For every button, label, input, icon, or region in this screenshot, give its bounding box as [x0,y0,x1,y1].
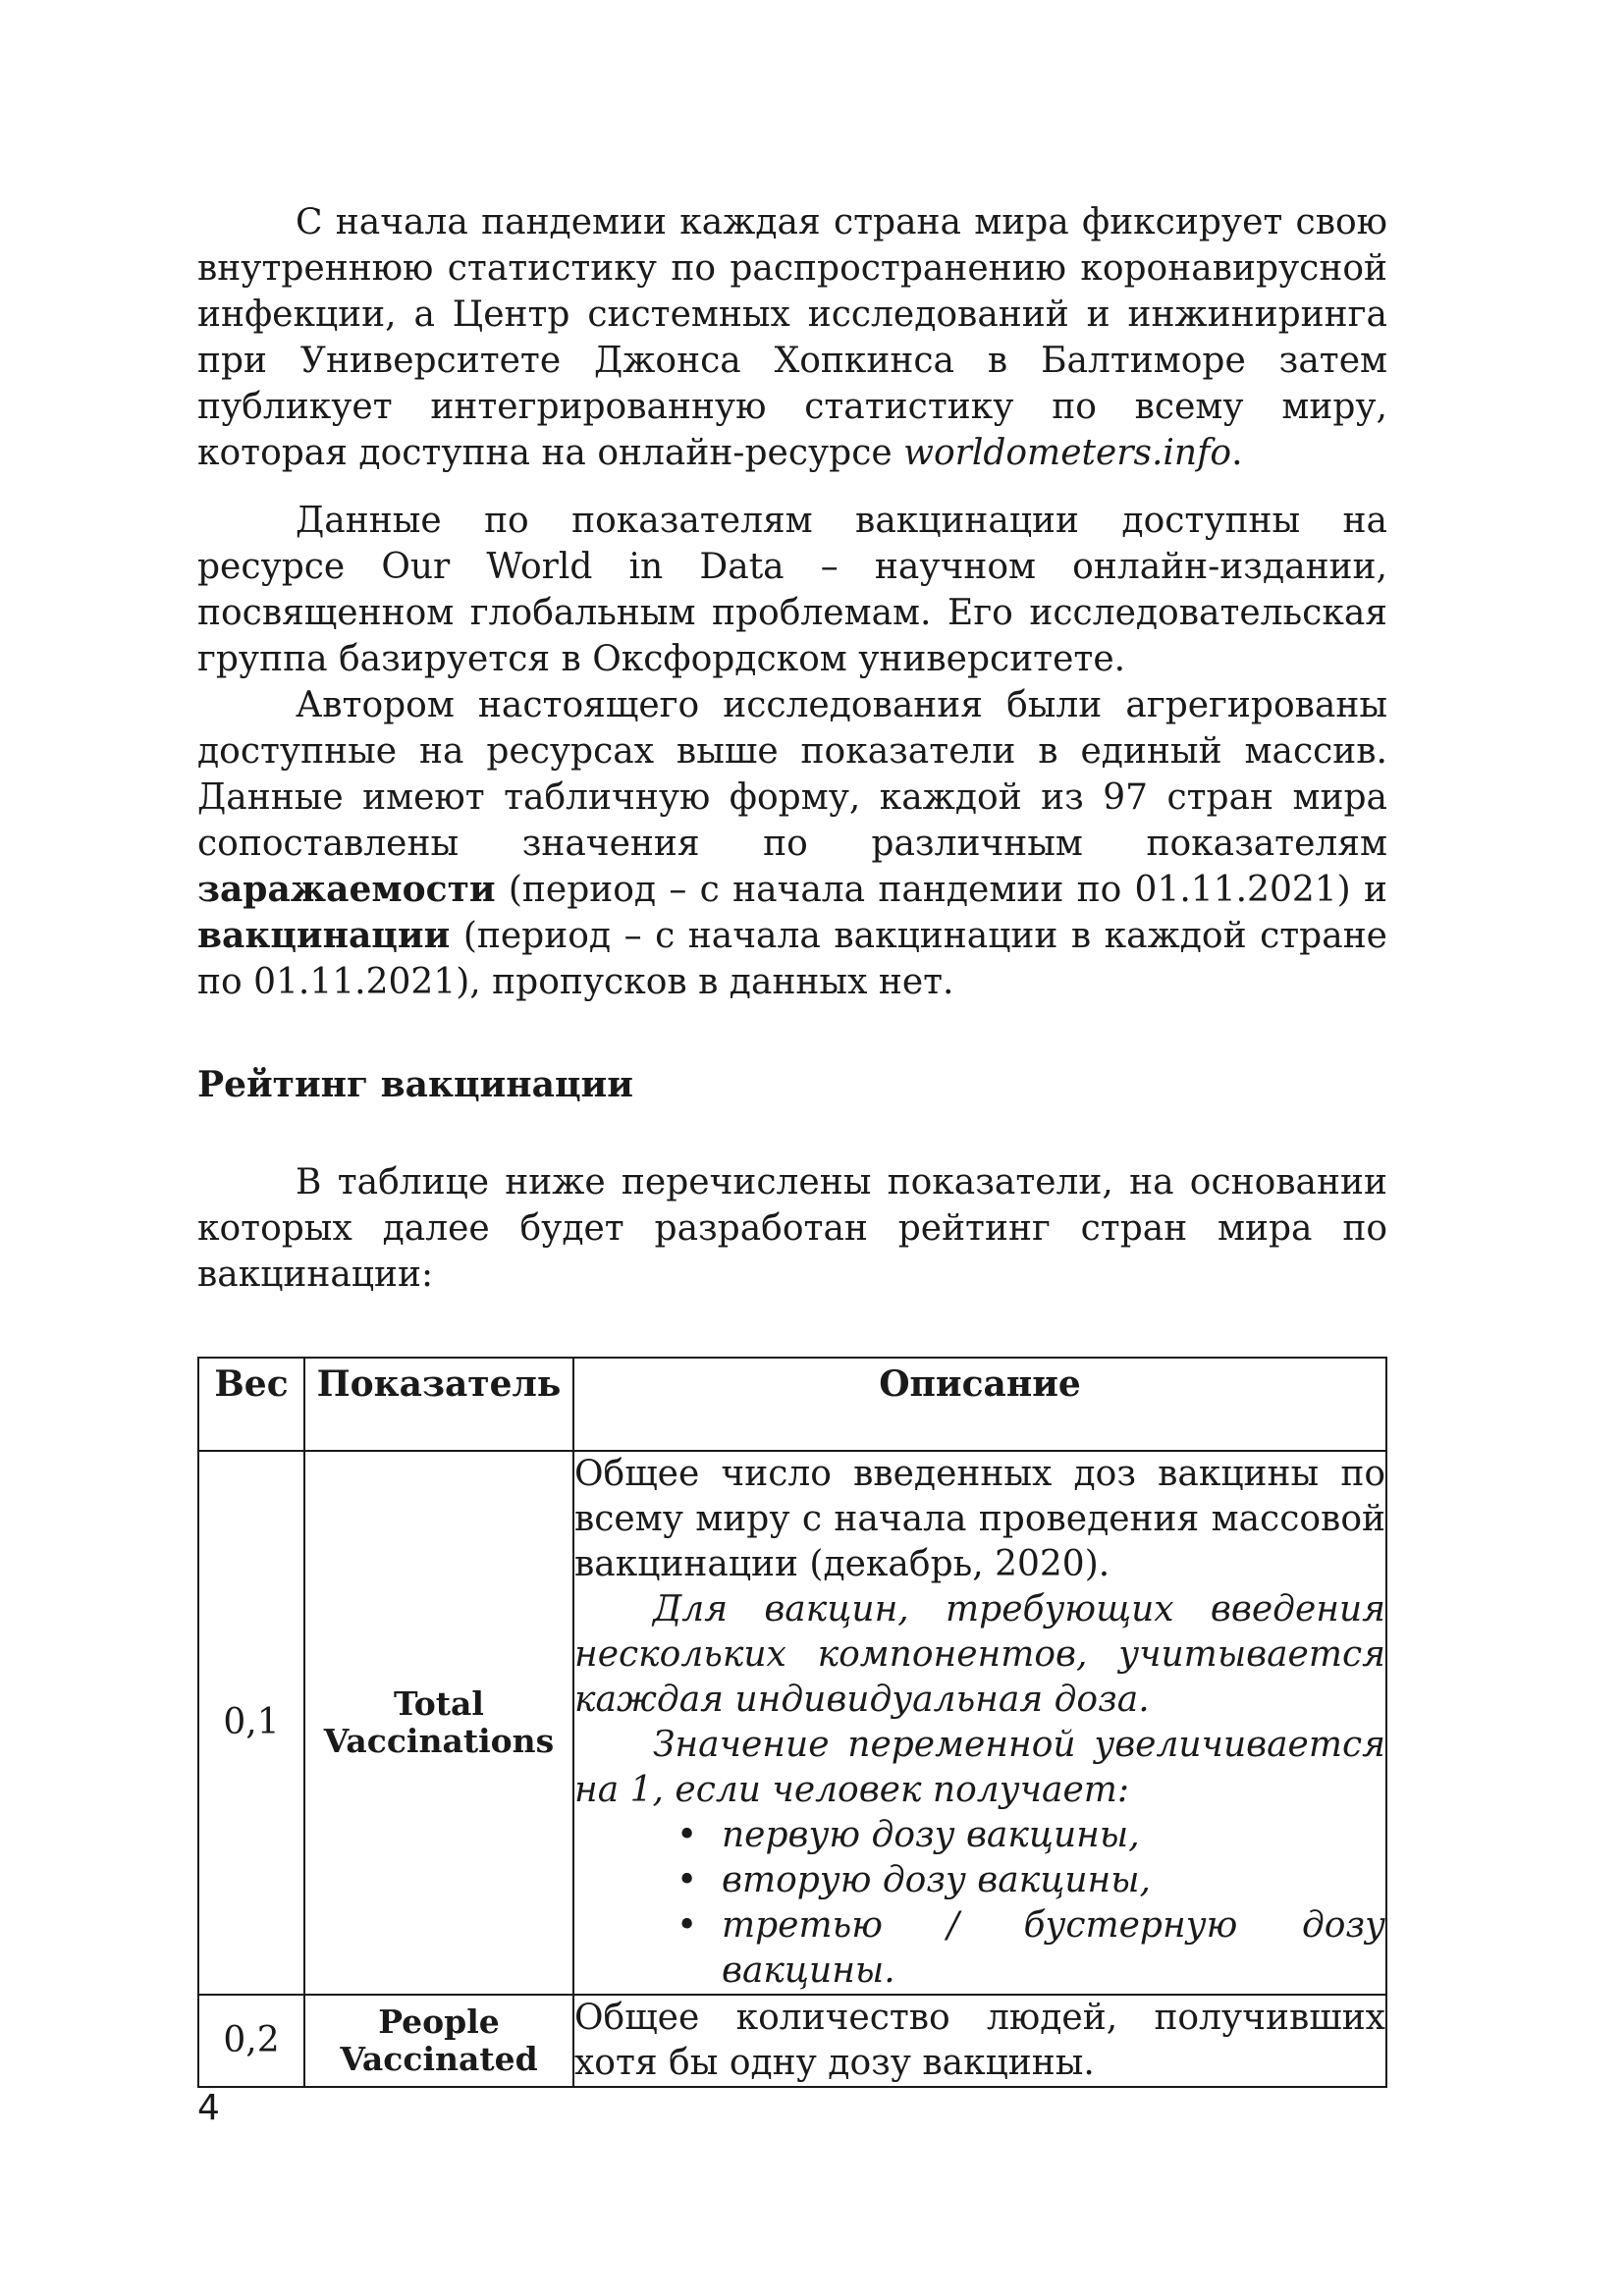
paragraph-text: (период – с начала вакцинации в каждой стране по 01.11.2021), пропусков в данных нет. [197,916,1387,1002]
table-row [198,1995,1386,2087]
keyword-infection: заражаемости [197,869,496,910]
dose-list [574,1813,1385,1994]
page-number: 4 [197,2088,220,2128]
paragraph-statistics-source [197,199,1387,476]
source-name: worldometers.info [903,433,1232,473]
paragraph-vaccination-data: Данные по показателям вакцинации доступны на ресурсе Our World in Data – научном онлайн-издании, посвященном глобальным проблемам. Его исследовательская группа базируется в Оксфордском университете. [197,501,1387,679]
paragraph-text: Автором настоящего исследования были агрегированы доступные на ресурсах выше показатели в единый массив. Данные имеют табличную форму, каждой из 97 стран мира сопоставлены значения по различным показателям [197,685,1387,864]
description-note: Значение переменной увеличивается на 1, если человек получает: [574,1725,1385,1810]
row-indicator-name: People Vaccinated [304,1995,573,2087]
paragraph-dataset-description [197,682,1387,1005]
header-weight: Вес [198,1358,304,1451]
row-weight: 0,1 [198,1451,304,1995]
section-heading: Рейтинг вакцинации [197,1064,633,1105]
table-intro: В таблице ниже перечислены показатели, на основании которых далее будет разработан рейтинг стран мира по вакцинации: [197,1162,1387,1295]
page-content [197,199,1387,2088]
table-header-row [198,1358,1386,1451]
description-text: Общее число введенных доз вакцины по всему миру с начала проведения массовой вакцинации (декабрь, 2020). [574,1454,1385,1584]
table-row [198,1451,1386,1995]
description-note: Для вакцин, требующих введения нескольких компонентов, учитывается каждая индивидуальная доза. [574,1589,1385,1720]
description-text: Общее количество людей, получивших хотя бы одну дозу вакцины. [574,1998,1385,2083]
list-item: • вторую дозу вакцины, [722,1858,1385,1903]
paragraph-end: . [1231,433,1243,473]
row-weight: 0,2 [198,1995,304,2087]
list-item: • первую дозу вакцины, [722,1813,1385,1858]
keyword-vaccination: вакцинации [197,915,451,956]
header-description: Описание [573,1358,1386,1451]
row-indicator-name: Total Vaccinations [304,1451,573,1995]
header-indicator: Показатель [304,1358,573,1451]
list-item: • третью / бустерную дозу вакцины. [722,1903,1385,1994]
row-description [573,1451,1386,1995]
row-description [573,1995,1386,2087]
paragraph-text: (период – с начала пандемии по 01.11.2021) и [495,870,1387,910]
paragraph-text: С начала пандемии каждая страна мира фиксирует свою внутреннюю статистику по распространению коронавирусной инфекции, а Центр системных исследований и инжиниринга при Университете Джонса Хопкинса в Балтиморе затем публикует интегрированную статистику по всему миру, которая доступна на онлайн-ресурсе [197,202,1387,473]
indicators-table [197,1357,1387,2088]
